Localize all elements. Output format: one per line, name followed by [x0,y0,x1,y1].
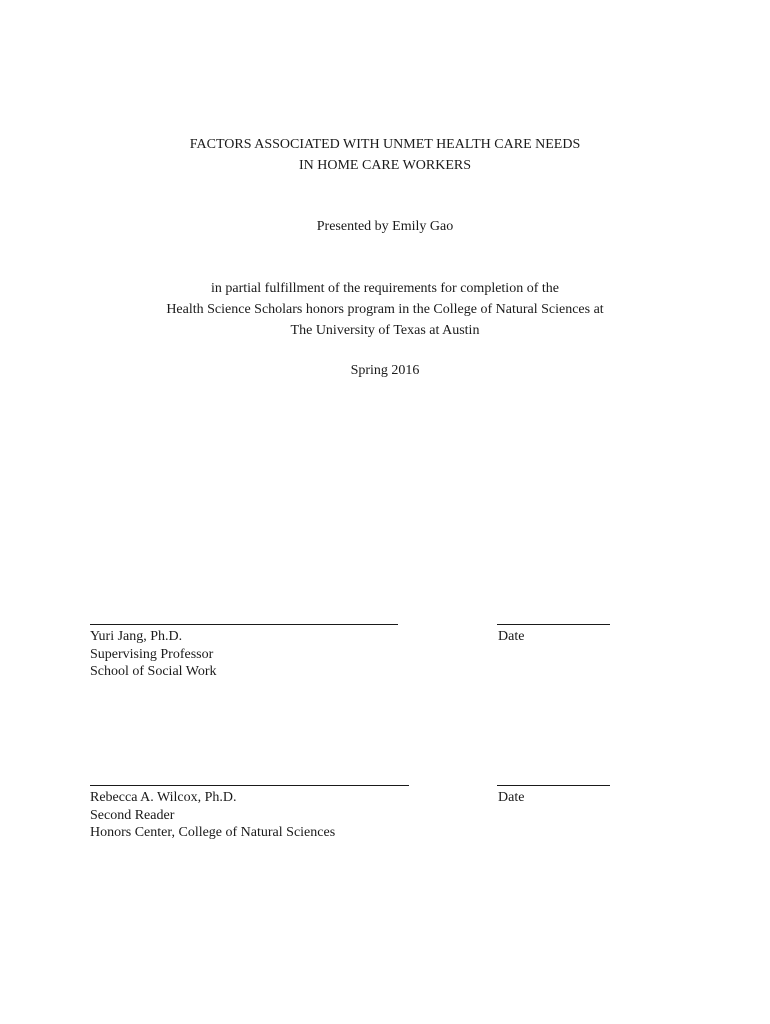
signatory-role: Second Reader [90,807,175,823]
signatory-info [90,628,217,681]
term-text: Spring 2016 [350,363,420,378]
signatory-affiliation: Honors Center, College of Natural Sciences [90,825,336,840]
fulfillment-line-3: The University of Texas at Austin [290,323,480,338]
thesis-title-line-1: FACTORS ASSOCIATED WITH UNMET HEALTH CARE NEEDS [189,137,581,152]
date-line [497,785,610,786]
date-label: Date [498,629,525,644]
presenter-text: Presented by Emily Gao [316,219,454,234]
signatory-name: Rebecca A. Wilcox, Ph.D. [90,790,237,805]
date-label: Date [498,790,525,805]
thesis-title [0,134,770,176]
signatory-affiliation: School of Social Work [90,664,217,679]
signatory-name: Yuri Jang, Ph.D. [90,629,183,644]
date-line [497,624,610,625]
thesis-title-line-2: IN HOME CARE WORKERS [298,158,472,173]
term-line [0,360,770,381]
fulfillment-line-1: in partial fulfillment of the requirements for completion of the [211,281,559,296]
presenter-line [0,216,770,237]
fulfillment-statement [0,278,770,341]
signatory-role: Supervising Professor [90,646,214,662]
signature-line [90,785,409,786]
fulfillment-line-2: Health Science Scholars honors program in the College of Natural Sciences at [166,302,604,317]
signature-line [90,624,398,625]
signatory-info [90,789,335,842]
